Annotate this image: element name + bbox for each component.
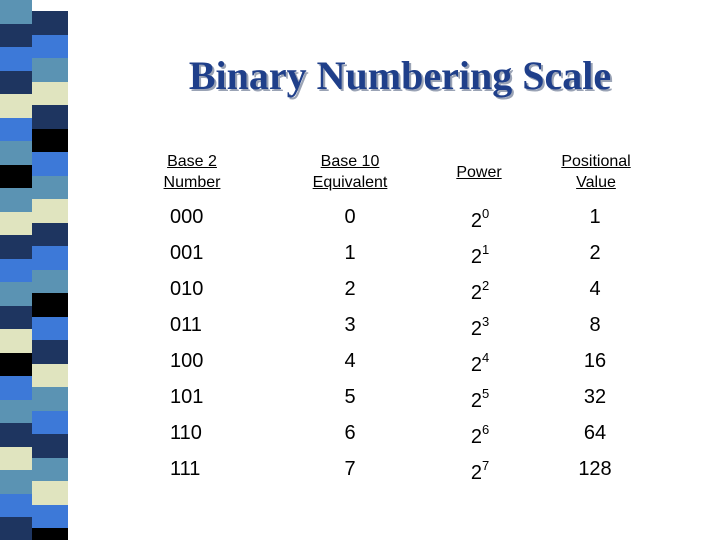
positional-value-cell: 128	[578, 458, 612, 480]
stripe-block	[0, 94, 32, 118]
stripe-block	[32, 528, 68, 540]
stripe-block	[32, 505, 68, 529]
stripe-block	[0, 212, 32, 236]
table-row	[150, 386, 650, 422]
power-cell	[440, 350, 520, 377]
stripe-block	[0, 188, 32, 212]
stripe-block	[0, 517, 32, 540]
stripe-block	[32, 152, 68, 176]
decimal-cell: 4	[344, 350, 356, 372]
decimal-cell: 3	[344, 314, 356, 336]
power-base: 2	[470, 282, 482, 304]
stripe-block	[32, 387, 68, 411]
stripe-block	[0, 47, 32, 71]
stripe-block	[32, 340, 68, 364]
stripe-block	[0, 235, 32, 259]
decimal-cell: 2	[344, 278, 356, 300]
binary-table	[150, 148, 650, 494]
binary-cell: 010	[170, 278, 204, 300]
positional-value-cell: 64	[583, 422, 607, 444]
stripe-block	[0, 470, 32, 494]
positional-value-cell: 1	[589, 206, 601, 228]
stripe-block	[0, 376, 32, 400]
power-exponent: 5	[481, 386, 490, 401]
power-exponent: 6	[481, 422, 490, 437]
table-row	[150, 458, 650, 494]
stripe-block	[0, 282, 32, 306]
decimal-cell: 5	[344, 386, 356, 408]
stripe-block	[0, 24, 32, 48]
binary-cell: 110	[170, 422, 202, 444]
header-positional: Positional Value	[561, 153, 631, 191]
stripe-block	[0, 400, 32, 424]
power-cell	[440, 242, 520, 269]
power-base: 2	[470, 246, 482, 268]
power-base: 2	[470, 390, 482, 412]
power-base: 2	[470, 462, 482, 484]
power-cell	[440, 458, 520, 485]
table-header-row	[150, 148, 650, 206]
stripe-block	[0, 141, 32, 165]
stripe-block	[32, 11, 68, 35]
stripe-block	[32, 411, 68, 435]
stripe-block	[32, 223, 68, 247]
stripe-block	[0, 0, 32, 24]
stripe-block	[32, 199, 68, 223]
stripe-block	[32, 129, 68, 153]
power-base: 2	[470, 426, 482, 448]
binary-cell: 011	[170, 314, 202, 336]
stripe-block	[32, 481, 68, 505]
table-row	[150, 350, 650, 386]
table-row	[150, 206, 650, 242]
stripe-block	[0, 259, 32, 283]
stripe-block	[32, 364, 68, 388]
decorative-stripe	[0, 0, 68, 540]
positional-value-cell: 8	[589, 314, 601, 336]
binary-cell: 100	[170, 350, 204, 372]
power-exponent: 3	[481, 314, 490, 329]
power-exponent: 2	[481, 278, 490, 293]
power-exponent: 7	[481, 458, 490, 473]
stripe-block	[32, 105, 68, 129]
binary-cell: 101	[170, 386, 204, 408]
power-base: 2	[470, 354, 482, 376]
stripe-block	[0, 353, 32, 377]
binary-cell: 000	[170, 206, 204, 228]
table-row	[150, 314, 650, 350]
stripe-block	[0, 165, 32, 189]
positional-value-cell: 32	[583, 386, 607, 408]
decimal-cell: 6	[344, 422, 356, 444]
positional-value-cell: 16	[583, 350, 607, 372]
decimal-cell: 7	[344, 458, 356, 480]
stripe-block	[0, 118, 32, 142]
stripe-block	[0, 329, 32, 353]
decimal-cell: 0	[344, 206, 356, 228]
table-row	[150, 278, 650, 314]
power-exponent: 1	[481, 242, 490, 257]
positional-value-cell: 2	[589, 242, 601, 264]
power-cell	[440, 386, 520, 413]
header-base2: Base 2 Number	[163, 153, 221, 191]
stripe-block	[32, 270, 68, 294]
stripe-block	[32, 458, 68, 482]
stripe-block	[0, 447, 32, 471]
table-row	[150, 422, 650, 458]
power-cell	[440, 278, 520, 305]
header-base10: Base 10 Equivalent	[312, 153, 388, 191]
stripe-block	[0, 494, 32, 518]
power-base: 2	[470, 318, 482, 340]
power-exponent: 4	[481, 350, 490, 365]
stripe-block	[32, 317, 68, 341]
stripe-block	[32, 434, 68, 458]
stripe-block	[32, 246, 68, 270]
slide-title: Binary Numbering Scale	[188, 53, 612, 98]
power-base: 2	[470, 210, 482, 232]
power-cell	[440, 314, 520, 341]
stripe-block	[32, 35, 68, 59]
stripe-block	[32, 82, 68, 106]
power-cell	[440, 206, 520, 233]
power-cell	[440, 422, 520, 449]
stripe-block	[32, 58, 68, 82]
power-exponent: 0	[481, 206, 490, 221]
table-row	[150, 242, 650, 278]
positional-value-cell: 4	[589, 278, 601, 300]
binary-cell: 001	[170, 242, 204, 264]
decimal-cell: 1	[344, 242, 356, 264]
stripe-block	[0, 306, 32, 330]
header-power: Power	[456, 163, 502, 181]
binary-cell: 111	[170, 458, 201, 480]
stripe-block	[0, 423, 32, 447]
stripe-block	[0, 71, 32, 95]
stripe-block	[32, 293, 68, 317]
stripe-block	[32, 176, 68, 200]
